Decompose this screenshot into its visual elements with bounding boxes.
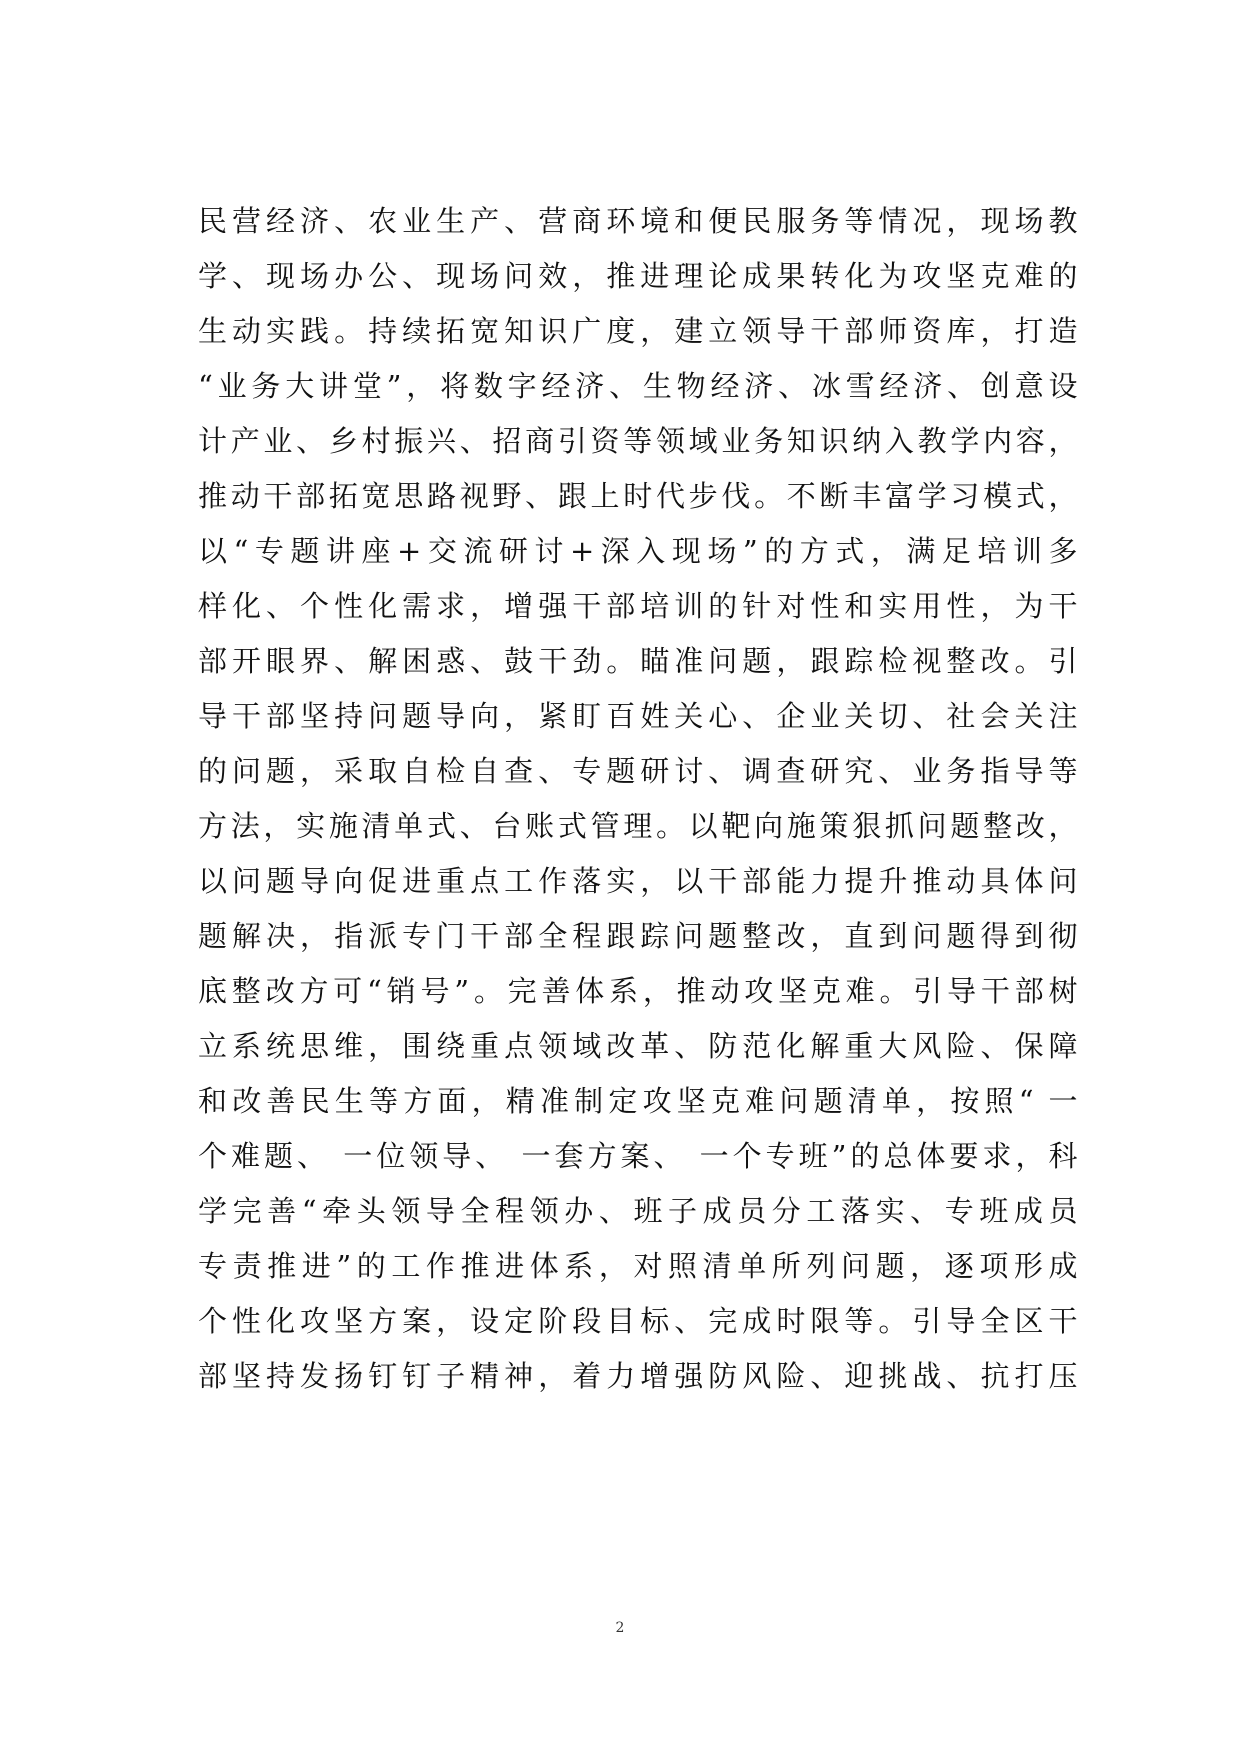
text-line: 样化、个性化需求，增强干部培训的针对性和实用性，为干 (198, 589, 1078, 623)
text-line: 个难题、 一位领导、 一套方案、 一个专班”的总体要求，科 (198, 1139, 1078, 1173)
text-line: 的问题，采取自检自查、专题研讨、调查研究、业务指导等 (198, 754, 1078, 788)
text-line: 以问题导向促进重点工作落实，以干部能力提升推动具体问 (198, 864, 1078, 898)
text-line: 部坚持发扬钉钉子精神，着力增强防风险、迎挑战、抗打压 (198, 1359, 1078, 1393)
text-line: 学完善“牵头领导全程领办、班子成员分工落实、专班成员 (198, 1194, 1078, 1228)
text-line: 导干部坚持问题导向，紧盯百姓关心、企业关切、社会关注 (198, 699, 1078, 733)
text-line: 以“专题讲座+交流研讨+深入现场”的方式，满足培训多 (198, 534, 1078, 568)
text-line: 专责推进”的工作推进体系，对照清单所列问题，逐项形成 (198, 1249, 1078, 1283)
body-text (198, 194, 1078, 1404)
text-line: 个性化攻坚方案，设定阶段目标、完成时限等。引导全区干 (198, 1304, 1078, 1338)
text-line: 推动干部拓宽思路视野、跟上时代步伐。不断丰富学习模式， (198, 479, 1078, 513)
text-line: “业务大讲堂”，将数字经济、生物经济、冰雪经济、创意设 (198, 369, 1078, 403)
text-line: 生动实践。持续拓宽知识广度，建立领导干部师资库，打造 (198, 314, 1078, 348)
text-line: 部开眼界、解困惑、鼓干劲。瞄准问题，跟踪检视整改。引 (198, 644, 1078, 678)
text-line: 民营经济、农业生产、营商环境和便民服务等情况，现场教 (198, 204, 1078, 238)
text-line: 学、现场办公、现场问效，推进理论成果转化为攻坚克难的 (198, 259, 1078, 293)
text-line: 方法，实施清单式、台账式管理。以靶向施策狠抓问题整改， (198, 809, 1078, 843)
page-number: 2 (615, 1620, 625, 1636)
text-line: 和改善民生等方面，精准制定攻坚克难问题清单，按照“ 一 (198, 1084, 1078, 1118)
text-line: 立系统思维，围绕重点领域改革、防范化解重大风险、保障 (198, 1029, 1078, 1063)
text-line: 题解决，指派专门干部全程跟踪问题整改，直到问题得到彻 (198, 919, 1078, 953)
text-line: 底整改方可“销号”。完善体系，推动攻坚克难。引导干部树 (198, 974, 1078, 1008)
text-line: 计产业、乡村振兴、招商引资等领域业务知识纳入教学内容， (198, 424, 1078, 458)
